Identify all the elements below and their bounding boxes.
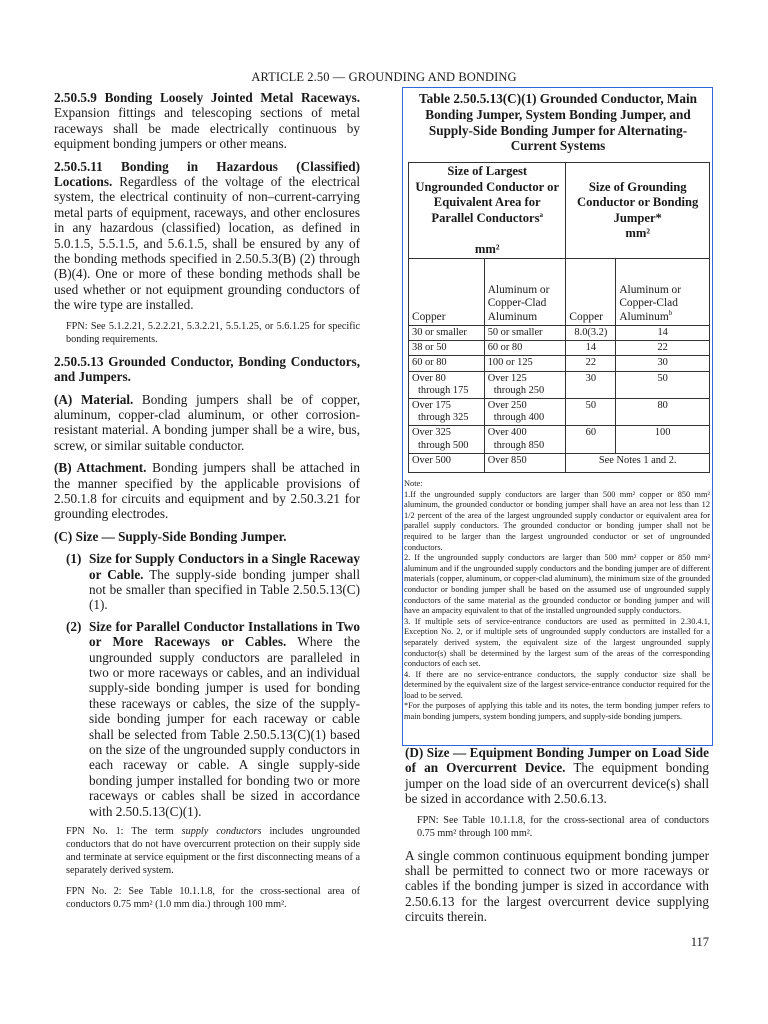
section-2-50-5-11 — [54, 159, 360, 313]
subsection-heading: (B) Attachment. — [54, 460, 147, 476]
subsection-heading: (C) Size — Supply-Side Bonding Jumper. — [54, 528, 287, 544]
list-number: (1) — [66, 551, 82, 567]
list-item-c2 — [54, 619, 360, 819]
page-header: ARTICLE 2.50 — GROUNDING AND BONDING — [251, 70, 517, 84]
subsection-body: Bonding jumpers shall be of copper, aluminum, copper-clad aluminum, or other corrosion-resistant material. A bonding jumper shall be a wire, bus, screw, or similar suitable conductor. — [54, 391, 360, 453]
left-column — [54, 90, 360, 919]
subsection-body: Bonding jumpers shall be attached in the manner specified by the applicable provisions of 2.50.1.8 for circuits and equipment and by 2.50.3.21 for grounding electrodes. — [54, 460, 360, 522]
subsection-b-attachment — [54, 460, 360, 522]
list-number: (2) — [66, 618, 82, 634]
list-body: Where the ungrounded supply conductors are paralleled in two or more raceways or cables, and an individual supply-side bonding jumper is used for bonding these raceways or cables, the size of the supply-side bonding jumper for each raceway or cable shall be selected from Table 2.50.5.13(C)(1) based on the size of the ungrounded supply conductors in each raceway or cable. A single supply-side bonding jumper installed for bonding two or more raceways or cables shall be sized in accordance with 2.50.5.13(C)(1). — [89, 634, 361, 819]
table-row: Over 500 Over 850 See Notes 1 and 2. — [409, 453, 710, 472]
section-body: Regardless of the voltage of the electrical system, the electrical continuity of non–current-carrying metal parts of equipment, raceways, and other enclosures in any hazardous (classified) location, as defined in 5.0.1.5, 5.5.1.5, and 5.6.1.5, shall be ensured by any of the bonding methods specified in 2.50.5.3(B) (2) through (B)(4). One or more of these bonding methods shall be used whether or not equipment grounding conductors of the wire type are installed. — [54, 174, 360, 313]
note-2: 2. If the ungrounded supply conductors are larger than 500 mm² copper or 850 mm² aluminum and if the ungrounded supply conductors and the bonding jumper are of different materials (copper, aluminum, or copper-clad aluminum), the minimum size of the grounded conductor or bonding jumper shall be based on the assumed use of ungrounded supply conductors of the same material as the grounded conductor or bonding jumper and will have an ampacity equivalent to that of the installed ungrounded supply conductors. — [404, 553, 710, 616]
subheader-copper: Copper — [409, 259, 485, 326]
table-subheader-row — [409, 259, 710, 326]
notes-label: Note: — [404, 479, 423, 488]
subheader-aluminum: Aluminum or Copper-Clad Aluminum — [484, 259, 566, 326]
list-item-c1 — [54, 551, 360, 613]
subsection-heading: (D) Size — Equipment Bonding Jumper on Load Side of an Overcurrent Device. — [405, 745, 709, 776]
subsection-heading: (A) Material. — [54, 391, 134, 407]
right-column — [405, 745, 709, 925]
fine-print-note: FPN: See 5.1.2.21, 5.2.2.21, 5.3.2.21, 5.5.1.25, or 5.6.1.25 for specific bonding requirements. — [66, 320, 360, 345]
subheader-copper-2: Copper — [566, 259, 616, 326]
header-largest-conductor: Size of Largest Ungrounded Conductor or Equivalent Area for Parallel Conductors$^a$ mm² — [409, 163, 566, 259]
fine-print-note-3: FPN: See Table 10.1.1.8, for the cross-sectional area of conductors 0.75 mm² through 100 mm². — [417, 814, 709, 839]
note-star: *For the purposes of applying this table and its notes, the term bonding jumper refers to main bonding jumpers, system bonding jumpers, and supply-side bonding jumpers. — [404, 701, 710, 722]
table-row: Over 325 through 500 Over 400 through 850 60 100 — [409, 426, 710, 453]
section-heading: 2.50.5.9 Bonding Loosely Jointed Metal Raceways. — [54, 90, 360, 105]
note-3: 3. If multiple sets of service-entrance conductors are used as permitted in 2.30.4.1, Exception No. 2, or if multiple sets of ungrounded supply conductors are installed for a separately derived system, the equivalent size of the largest ungrounded supply conductor(s) shall be determined by the largest sum of the areas of the corresponding conductors of each set. — [404, 616, 710, 669]
list-heading: Size for Supply Conductors in a Single Raceway or Cable. — [89, 551, 360, 582]
subsection-body: The equipment bonding jumper on the load side of an overcurrent device(s) shall be sized in accordance with 2.50.6.13. — [405, 760, 709, 807]
section-heading: 2.50.5.13 Grounded Conductor, Bonding Conductors, and Jumpers. — [54, 353, 360, 385]
table-notes — [404, 479, 710, 723]
note-1: 1.If the ungrounded supply conductors are larger than 500 mm² copper or 850 mm² aluminum, the grounded conductor or bonding jumper shall have an area not less than 12 1/2 percent of the area of the largest ungrounded supply conductor or equivalent area for parallel supply conductors. The grounded conductor or bonding jumper shall not be required to be larger than the largest ungrounded conductor or set of ungrounded conductors. — [404, 489, 710, 552]
subsection-d-size — [405, 745, 709, 807]
page-number: 117 — [690, 935, 709, 949]
subsection-c-size — [54, 529, 360, 544]
see-notes-cell: See Notes 1 and 2. — [566, 453, 710, 472]
section-2-50-5-13 — [54, 354, 360, 385]
fine-print-note-1: FPN No. 1: The term supply conductors includes ungrounded conductors that do not have overcurrent protection on their supply side and terminate at service equipment or the first disconnecting means of a separately derived system. — [66, 826, 361, 877]
table-row: 30 or smaller 50 or smaller 8.0(3.2) 14 — [409, 326, 710, 341]
subsection-a-material — [54, 392, 360, 454]
note-4: 4. If there are no service-entrance conductors, the supply conductor size shall be determined by the equivalent size of the largest service-entrance conductor required for the load to be served. — [404, 669, 710, 700]
bonding-jumper-table — [408, 162, 710, 473]
table-row: 60 or 80 100 or 125 22 30 — [409, 356, 710, 371]
section-2-50-5-9 — [54, 90, 360, 152]
table-row: 38 or 50 60 or 80 14 22 — [409, 341, 710, 356]
header-grounding-conductor: Size of Grounding Conductor or Bonding Jumper* mm² — [566, 163, 710, 259]
list-heading: Size for Parallel Conductor Installations in Two or More Raceways or Cables. — [89, 618, 360, 650]
section-heading: 2.50.5.11 Bonding in Hazardous (Classified) Locations. — [54, 158, 360, 190]
table-row: Over 80 through 175 Over 125 through 250 30 50 — [409, 371, 710, 398]
subheader-aluminum-2: Aluminum or Copper-Clad Aluminum$^b$ — [616, 259, 710, 326]
fine-print-note-2: FPN No. 2: See Table 10.1.1.8, for the cross-sectional area of conductors 0.75 mm² (1.0 mm dia.) through 100 mm². — [66, 886, 360, 911]
table-header-row — [409, 163, 710, 259]
table-row: Over 175 through 325 Over 250 through 400 50 80 — [409, 399, 710, 426]
table-title: Table 2.50.5.13(C)(1) Grounded Conductor, Main Bonding Jumper, System Bonding Jumper, and Supply-Side Bonding Jumper for Alternating-Current Systems — [419, 91, 697, 154]
paragraph-common-jumper: A single common continuous equipment bonding jumper shall be permitted to connect two or more raceways or cables if the bonding jumper is sized in accordance with 2.50.6.13 for the largest overcurrent device supplying circuits therein. — [405, 847, 709, 925]
list-body: The supply-side bonding jumper shall not be smaller than specified in Table 2.50.5.13(C)(1). — [89, 566, 360, 613]
section-body: Expansion fittings and telescoping sections of metal raceways shall be made electrically continuous by equipment bonding jumpers or other means. — [54, 105, 360, 152]
